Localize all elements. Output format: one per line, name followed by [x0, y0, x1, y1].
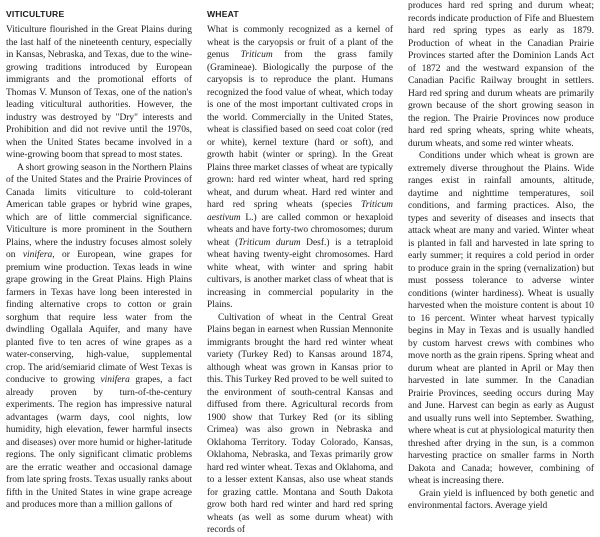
wheat-paragraph-5: Grain yield is influenced by both genetic and environmental factors. Average yield — [408, 488, 594, 511]
italic-term: vinifera — [22, 250, 53, 260]
wheat-paragraph-1 — [207, 24, 393, 312]
italic-term: Triticum durum — [238, 237, 301, 248]
text-run: A short growing season in the Northern Plains of the United States and the Prairie Provinces of Canada limits viticulture to cold-tolerant American table grapes or hybrid wine grapes, which are of little commercial significance. Viticulture is more prominent in the Southern Plains, where the industry focuses almost solely on — [6, 162, 192, 260]
wheat-paragraph-3: produces hard red spring and durum wheat; records indicate production of Fife and Bluestem hard red spring types as early as 1879. Production of wheat in the Canadian Prairie Provinces started after the Dominion Lands Act of 1872 and the westward expansion of the Canadian Pacific Railway brought in settlers. Hard red spring and durum wheats are primarily grown because of the short growing season in the region. The Prairie Provinces now produce hard red spring wheats, spring white wheats, durum wheats, and some red winter wheats. — [408, 1, 594, 149]
italic-term: Triticum aestivum — [207, 200, 393, 223]
viticulture-paragraph-1: Viticulture flourished in the Great Plains during the last half of the nineteenth century, especially in Kansas, Nebraska, and Texas, due to the wine-growing traditions introduced by European immigrants and the promotional efforts of Thomas V. Munson of Texas, one of the nation's leading viticultural authorities. However, the industry was destroyed by "Dry" interests and Prohibition and did not revive until the 1970s, when the United States became involved in a wine-growing boom that spread to most states. — [6, 25, 192, 160]
text-run: from the grass family (Gramineae). Biologically the purpose of the caryopsis is to reproduce the plant. Humans recognized the food value of wheat, which today is one of the most important cultivated crops in the world. Commercially in the United States, wheat is classified based on seed coat color (red or white), kernel texture (hard or soft), and growth habit (winter or spring). In the Great Plains three market classes of wheat are typically grown: hard red winter wheat, hard red spring wheat, and durum wheat. Hard red winter and hard red spring wheats (species — [207, 50, 393, 210]
italic-term: Triticum — [240, 50, 273, 60]
viticulture-paragraph-2 — [6, 162, 192, 512]
text-run: Desf.) is a tetraploid wheat having twenty-eight chromosomes. Hard white wheat, with winter and spring habit cultivars, is another market class of wheat that is increasing in commercial popularity in the Plains. — [207, 237, 393, 310]
section-heading-viticulture: VITICULTURE — [6, 9, 65, 19]
column-wheat — [207, 8, 393, 535]
wheat-paragraph-2: Cultivation of wheat in the Central Great Plains began in earnest when Russian Mennonite immigrants brought the hard red winter wheat variety (Turkey Red) to Kansas around 1874, although wheat was grown in Kansas prior to this. This Turkey Red proved to be well suited to the environment of south-central Kansas and diffused from there. Agricultural records from 1900 show that Turkey Red (or its sibling Crimea) was also grown in Nebraska and Oklahoma Territory. Today Colorado, Kansas, Oklahoma, Nebraska, and Texas primarily grow hard red winter wheat. Texas and Oklahoma, and to a lesser extent Kansas, also use wheat stands for grazing cattle. Montana and South Dakota grow both hard red winter and hard red spring wheats (as well as some durum wheat) with records of — [207, 312, 393, 535]
column-wheat-continued — [408, 0, 594, 511]
text-run: What is commonly recognized as a kernel of wheat is the caryopsis or fruit of a plant of the genus — [207, 25, 393, 60]
column-viticulture — [6, 8, 192, 510]
italic-term: vinifera — [100, 375, 130, 385]
text-run: L.) are called common or hexaploid wheats and have forty-two chromosomes; durum wheat ( — [207, 212, 393, 248]
text-run: , or European, wine grapes for premium wine production. Texas leads in wine grape growing in the Great Plains. High Plains farmers in Texas have long been interested in finding alternative crops to cotton or grain sorghum that require less water from the dwindling Ogallala Aquifer, and many have planted five to ten acres of wine grapes as a water-conserving, high-value, supplemental crop. The arid/semiarid climate of West Texas is conducive to growing — [6, 250, 192, 385]
text-run: grapes, a fact already proven by turn-of-the-century experiments. The region has impressive natural advantages (warm days, cool nights, low humidity, high elevation, fewer harmful insects and diseases) over more humid or higher-latitude regions. The only significant climatic problems are the erratic weather and occasional damage from late spring frosts. Texas usually ranks about fifth in the United States in wine grape acreage and produces more than a million gallons of — [6, 375, 192, 510]
section-heading-wheat: WHEAT — [207, 9, 239, 19]
wheat-paragraph-4: Conditions under which wheat is grown are extremely diverse throughout the Plains. Wide ranges exist in rainfall amounts, altitude, daytime and nighttime temperatures, soil conditions, and farming practices. Also, the types and severity of diseases and insects that attack wheat are many and varied. Winter wheat is planted in fall and harvested in late spring to early summer; it requires a cold period in order to produce grain in the spring (vernalization) but must possess tolerance to adverse winter conditions (winter hardiness). Wheat is usually harvested when the moisture content is about 10 to 16 percent. Winter wheat harvest typically begins in May in Texas and is usually handled by custom harvest crews with combines who move north as the grain ripens. Spring wheat and durum wheat are planted in April or May then harvested in late summer. In the Canadian Prairie Provinces, seeding occurs during May and June. Harvest can begin as early as August and usually runs well into September. Swathing, where wheat is cut at physiological maturity then threshed after drying in the sun, is a common harvesting practice on smaller farms in North Dakota and Canada; however, combining of wheat is increasing there. — [408, 151, 594, 486]
